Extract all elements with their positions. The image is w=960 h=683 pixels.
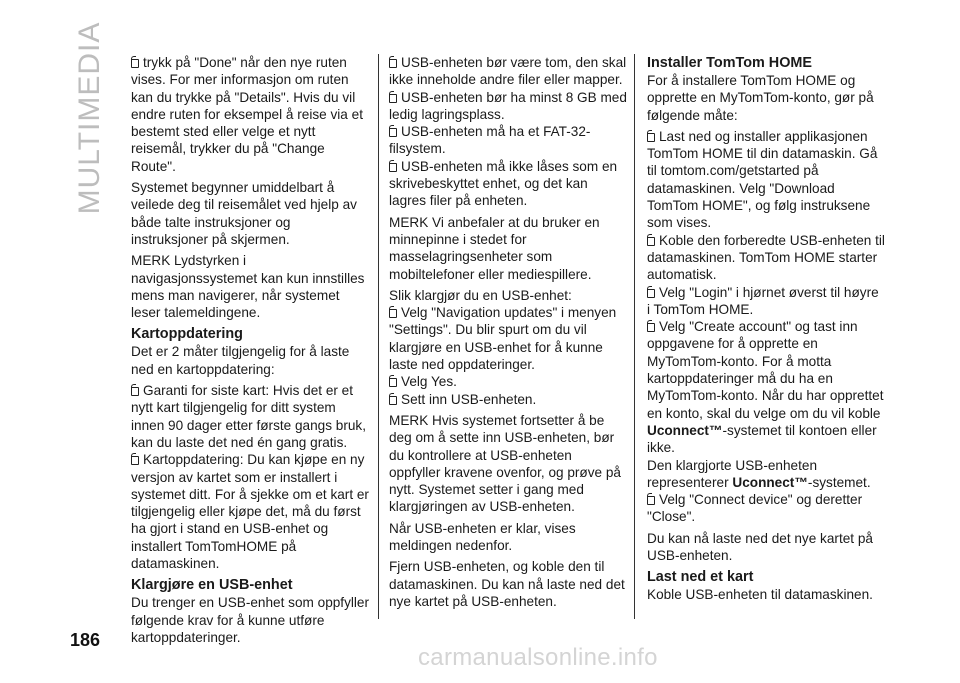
paragraph: Når USB-enheten er klar, vises meldingen nedenfor. [389, 520, 576, 554]
bullet-item: USB-enheten må ikke låses som en skrivebeskyttet enhet, og det kan lagres filer på enheten. [389, 158, 618, 209]
paragraph: Det er 2 måter tilgjengelig for å laste ned en kartoppdatering: [131, 344, 350, 377]
bullet-item: Velg Yes. [389, 373, 627, 390]
bullet-item: trykk på "Done" når den nye ruten vises. For mer informasjon om ruten kan du trykke på "Details". Hvis du vil endre ruten for eksempel å reise via et bestemt sted eller velge et nytt reisemål, trykker du på "Change Route". [131, 55, 363, 174]
bullet-item: USB-enheten bør ha minst 8 GB med ledig lagringsplass. [389, 89, 627, 122]
text-column-3 [647, 54, 885, 608]
paragraph: MERK Hvis systemet fortsetter å be deg om å sette inn USB-enheten, bør du kontrollere at USB-enheten oppfyller kravene ovenfor, og prøve på nytt. Systemet setter i gang med klargjøringen av USB-enheten. [389, 412, 621, 515]
section-side-label: MULTIMEDIA [73, 21, 106, 215]
paragraph: Du kan nå laste ned det nye kartet på USB-enheten. [647, 530, 873, 564]
bullet-icon [131, 387, 139, 396]
paragraph: Slik klargjør du en USB-enhet: [389, 287, 572, 303]
watermark: carmanualsonline.info [418, 644, 658, 671]
brand-name: Uconnect™ [647, 422, 723, 438]
paragraph: Koble USB-enheten til datamaskinen. [647, 587, 873, 603]
bullet-item: Velg "Navigation updates" i menyen "Settings". Du blir spurt om du vil klargjøre en USB-enhet for å kunne laste ned oppdateringer. [389, 305, 617, 373]
paragraph: Du trenger en USB-enhet som oppfyller følgende krav for å kunne utføre kartoppdateringer. [131, 595, 370, 645]
bullet-icon [131, 456, 139, 465]
bullet-item: Koble den forberedte USB-enheten til datamaskinen. TomTom HOME starter automatisk. [647, 232, 885, 283]
bullet-icon [389, 378, 397, 387]
bullet-item: Velg "Create account" og tast inn oppgavene for å opprette en MyTomTom-konto. For å motta kartoppdateringer må du ha en MyTomTom-konto. Når du har opprettet en konto, skal du velge om du vil koble Uconnect™-systemet til kontoen eller ikke. [647, 319, 884, 456]
bullet-icon [131, 59, 139, 68]
paragraph: For å installere TomTom HOME og opprette en MyTomTom-konto, gør på følgende måte: [647, 73, 874, 123]
page-number: 186 [70, 630, 101, 650]
bullet-item: Kartoppdatering: Du kan kjøpe en ny versjon av kartet som er installert i systemet ditt. For å sjekke om et kart er tilgjengelig eller kjøpe det, må du først ha gjort i stand en USB-enhet og installert TomTomHOME på datamaskinen. [131, 452, 369, 572]
section-heading: Installer TomTom HOME [647, 55, 812, 71]
paragraph: MERK Vi anbefaler at du bruker en minnepinne i stedet for masselagringsenheter som mobiltelefoner eller mediespillere. [389, 214, 600, 282]
bullet-item: Velg "Connect device" og deretter "Close". [647, 492, 863, 525]
bullet-icon [389, 128, 397, 137]
bullet-item: USB-enheten bør være tom, den skal ikke inneholde andre filer eller mapper. [389, 55, 627, 88]
bullet-item: Velg "Login" i hjørnet øverst til høyre i TomTom HOME. [647, 284, 879, 317]
bullet-item: Last ned og installer applikasjonen TomTom HOME til din datamaskin. Gå til tomtom.com/getstarted på datamaskinen. Velg "Download TomTom HOME", og følg instruksene som vises. [647, 128, 878, 231]
paragraph: Den klargjorte USB-enheten representerer Uconnect™-systemet. [647, 457, 871, 490]
paragraph: Fjern USB-enheten, og koble den til datamaskinen. Du kan nå laste ned det nye kartet på USB-enheten. [389, 559, 625, 609]
bullet-icon [389, 163, 397, 172]
bullet-icon [389, 396, 397, 405]
bullet-icon [389, 59, 397, 68]
text-column-1 [131, 54, 369, 650]
bullet-item: USB-enheten må ha et FAT-32-filsystem. [389, 124, 591, 157]
bullet-icon [647, 289, 655, 298]
section-heading: Klargjøre en USB-enhet [131, 577, 293, 594]
column-divider-2 [634, 54, 635, 619]
column-divider-1 [378, 54, 379, 619]
brand-name: Uconnect™ [732, 474, 808, 490]
section-heading: Kartoppdatering [131, 326, 243, 343]
bullet-icon [647, 237, 655, 246]
paragraph: Systemet begynner umiddelbart å veilede deg til reisemålet ved hjelp av både talte instruksjoner og instruksjoner på skjermen. [131, 180, 357, 247]
text-column-2 [389, 54, 627, 614]
bullet-icon [647, 496, 655, 505]
bullet-icon [647, 133, 655, 142]
paragraph: MERK Lydstyrken i navigasjonssystemet kan kun innstilles mens man navigerer, når systemet leser talemeldingene. [131, 253, 365, 321]
bullet-item: Sett inn USB-enheten. [389, 391, 627, 408]
bullet-icon [389, 309, 397, 318]
bullet-item: Garanti for siste kart: Hvis det er et nytt kart tilgjengelig for ditt system innen 90 dager etter første gangs bruk, kan du laste det ned én gang gratis. [131, 383, 367, 450]
bullet-icon [389, 94, 397, 103]
bullet-icon [647, 323, 655, 332]
section-heading: Last ned et kart [647, 569, 754, 586]
